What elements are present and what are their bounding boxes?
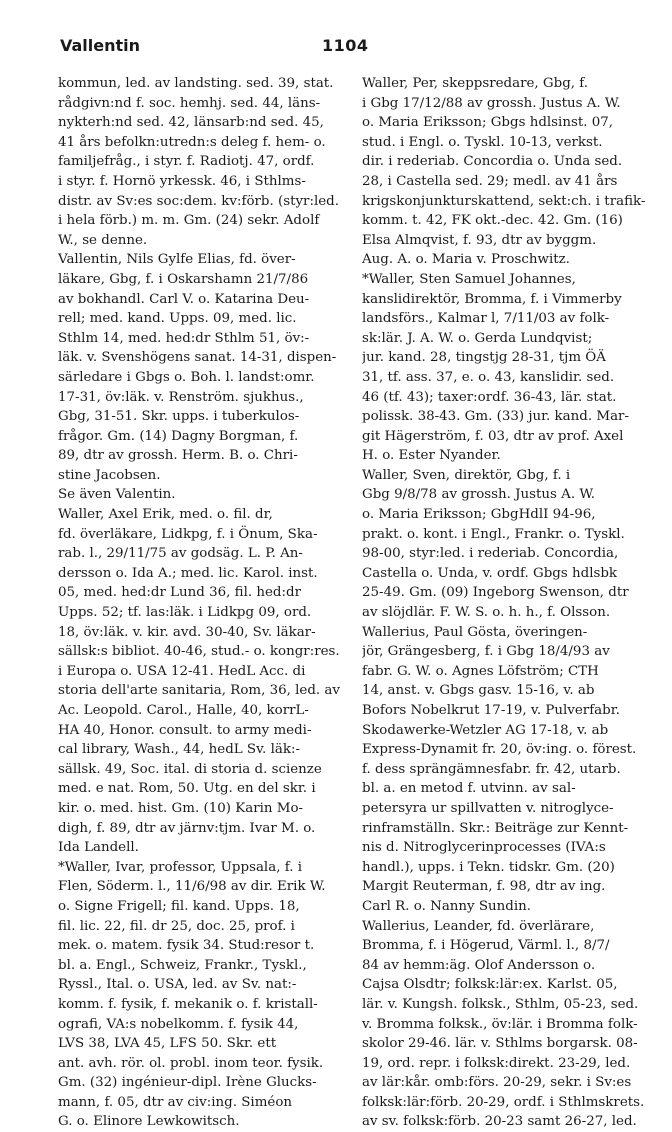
- text-line: petersyra ur spillvatten v. nitroglyce-: [362, 800, 614, 816]
- text-line: Bromma, f. i Högerud, Värml. l., 8/7/: [362, 938, 610, 954]
- text-line: Gm. (32) ingénieur-dipl. Irène Glucks-: [58, 1075, 317, 1091]
- text-line: Aug. A. o. Maria v. Proschwitz.: [362, 252, 570, 268]
- text-line: särledare i Gbgs o. Boh. l. landst:omr.: [58, 369, 315, 385]
- text-line: kir. o. med. hist. Gm. (10) Karin Mo-: [58, 800, 304, 816]
- text-line: fd. överläkare, Lidkpg, f. i Önum, Ska-: [58, 526, 318, 542]
- text-line: sällsk. 49, Soc. ital. di storia d. scienze: [58, 761, 322, 777]
- text-line: läkare, Gbg, f. i Oskarshamn 21/7/86: [58, 271, 309, 287]
- text-line: Wallerius, Leander, fd. överlärare,: [362, 918, 595, 934]
- text-line: bl. a. Engl., Schweiz, Frankr., Tyskl.,: [58, 957, 307, 973]
- text-line: Upps. 52; tf. las:läk. i Lidkpg 09, ord.: [58, 605, 312, 621]
- text-line: 89, dtr av grossh. Herm. B. o. Chri-: [58, 448, 298, 464]
- text-line: Ryssl., Ital. o. USA, led. av Sv. nat:-: [58, 977, 297, 993]
- text-line: Elsa Almqvist, f. 93, dtr av byggm.: [362, 232, 597, 248]
- text-line: Flen, Söderm. l., 11/6/98 av dir. Erik W.: [58, 879, 326, 895]
- text-line: familjefråg., i styr. f. Radiotj. 47, ordf.: [58, 154, 315, 170]
- text-line: nykterh:nd sed. 42, länsarb:nd sed. 45,: [58, 115, 324, 131]
- text-line: v. Bromma folksk., öv:lär. i Bromma folk-: [362, 1016, 638, 1032]
- text-line: Vallentin, Nils Gylfe Elias, fd. över-: [58, 252, 296, 268]
- text-line: Waller, Axel Erik, med. o. fil. dr,: [58, 507, 273, 523]
- text-line: lär. v. Kungsh. folksk., Sthlm, 05-23, sed.: [362, 996, 639, 1012]
- text-line: handl.), upps. i Tekn. tidskr. Gm. (20): [362, 859, 615, 875]
- text-line: Skodawerke-Wetzler AG 17-18, v. ab: [362, 722, 609, 738]
- text-line: 14, anst. v. Gbgs gasv. 15-16, v. ab: [362, 683, 595, 699]
- text-line: Cajsa Olsdtr; folksk:lär:ex. Karlst. 05,: [362, 977, 618, 993]
- text-line: 98-00, styr:led. i rederiab. Concordia,: [362, 546, 619, 562]
- text-line: folksk:lär:förb. 20-29, ordf. i Sthlmskrets.: [362, 1094, 645, 1110]
- text-line: Castella o. Unda, v. ordf. Gbgs hdlsbk: [362, 565, 618, 581]
- text-line: storia dell'arte sanitaria, Rom, 36, led. av: [58, 683, 340, 699]
- text-line: Waller, Sven, direktör, Gbg, f. i: [362, 467, 571, 483]
- text-line: komm. t. 42, FK okt.-dec. 42. Gm. (16): [362, 213, 623, 229]
- text-line: rell; med. kand. Upps. 09, med. lic.: [58, 311, 297, 327]
- text-line: Se även Valentin.: [58, 487, 176, 503]
- text-line: 31, tf. ass. 37, e. o. 43, kanslidir. sed.: [362, 369, 615, 385]
- text-line: Bofors Nobelkrut 17-19, v. Pulverfabr.: [362, 703, 620, 718]
- text-line: o. Maria Eriksson; GbgHdlI 94-96,: [362, 507, 596, 523]
- text-line: av slöjdlär. F. W. S. o. h. h., f. Olsson.: [362, 605, 611, 621]
- text-line: 19, ord. repr. i folksk:direkt. 23-29, led.: [362, 1055, 631, 1071]
- text-line: stud. i Engl. o. Tyskl. 10-13, verkst.: [362, 134, 603, 150]
- text-line: o. Signe Frigell; fil. kand. Upps. 18,: [58, 898, 300, 914]
- text-line: dir. i rederiab. Concordia o. Unda sed.: [362, 154, 623, 170]
- text-line: Margit Reuterman, f. 98, dtr av ing.: [362, 879, 606, 895]
- text-line: landsförs., Kalmar l, 7/11/03 av folk-: [362, 311, 610, 327]
- text-line: W., se denne.: [58, 232, 148, 248]
- text-line: 28, i Castella sed. 29; medl. av 41 års: [362, 173, 618, 189]
- left-column: [58, 74, 344, 1132]
- text-line: i styr. f. Hornö yrkessk. 46, i Sthlms-: [58, 173, 306, 189]
- text-line: skolor 29-46. lär. v. Sthlms borgarsk. 08-: [362, 1036, 638, 1052]
- text-line: digh, f. 89, dtr av järnv:tjm. Ivar M. o.: [58, 820, 316, 836]
- text-line: HA 40, Honor. consult. to army medi-: [58, 722, 312, 738]
- text-line: kommun, led. av landsting. sed. 39, stat.: [58, 76, 334, 91]
- page-number: 1104: [322, 36, 369, 55]
- text-line: läk. v. Svenshögens sanat. 14-31, dispen-: [58, 350, 337, 366]
- text-line: *Waller, Ivar, professor, Uppsala, f. i: [58, 859, 302, 875]
- text-line: G. o. Elinore Lewkowitsch.: [58, 1114, 240, 1130]
- text-line: Ida Landell.: [58, 840, 139, 856]
- text-line: i hela förb.) m. m. Gm. (24) sekr. Adolf: [58, 213, 320, 229]
- running-head: Vallentin: [60, 36, 141, 55]
- text-line: jör, Grängesberg, f. i Gbg 18/4/93 av: [362, 644, 610, 660]
- text-line: sällsk:s bibliot. 40-46, stud.- o. kongr:res.: [58, 644, 340, 660]
- text-line: polissk. 38-43. Gm. (33) jur. kand. Mar-: [362, 409, 629, 425]
- text-line: fabr. G. W. o. Agnes Löfström; CTH: [362, 663, 599, 679]
- text-line: med. e nat. Rom, 50. Utg. en del skr. i: [58, 781, 316, 797]
- text-line: av lär:kår. omb:förs. 20-29, sekr. i Sv:es: [362, 1075, 632, 1091]
- text-line: rinframställn. Skr.: Beiträge zur Kennt-: [362, 820, 629, 836]
- text-line: o. Maria Eriksson; Gbgs hdlsinst. 07,: [362, 115, 614, 131]
- text-line: mann, f. 05, dtr av civ:ing. Siméon: [58, 1094, 293, 1110]
- text-line: mek. o. matem. fysik 34. Stud:resor t.: [58, 938, 315, 954]
- text-line: ant. avh. rör. ol. probl. inom teor. fysik.: [58, 1055, 324, 1071]
- text-line: Wallerius, Paul Gösta, överingen-: [362, 624, 588, 640]
- text-line: Waller, Per, skeppsredare, Gbg, f.: [362, 76, 589, 91]
- text-line: jur. kand. 28, tingstjg 28-31, tjm ÖÄ: [362, 350, 606, 366]
- text-line: av bokhandl. Carl V. o. Katarina Deu-: [58, 291, 310, 307]
- text-line: *Waller, Sten Samuel Johannes,: [362, 271, 576, 287]
- text-line: fil. lic. 22, fil. dr 25, doc. 25, prof. i: [58, 918, 295, 934]
- text-line: Express-Dynamit fr. 20, öv:ing. o. förest.: [362, 742, 637, 758]
- text-line: 84 av hemm:äg. Olof Andersson o.: [362, 957, 596, 973]
- text-line: ografi, VA:s nobelkomm. f. fysik 44,: [58, 1016, 299, 1032]
- right-column: [362, 74, 652, 1132]
- text-line: git Hägerström, f. 03, dtr av prof. Axel: [362, 428, 624, 444]
- text-line: komm. f. fysik, f. mekanik o. f. kristall-: [58, 996, 318, 1012]
- text-line: 18, öv:läk. v. kir. avd. 30-40, Sv. läkar-: [58, 624, 316, 640]
- text-line: Sthlm 14, med. hed:dr Sthlm 51, öv:-: [58, 330, 310, 346]
- text-line: Carl R. o. Nanny Sundin.: [362, 898, 532, 914]
- text-line: distr. av Sv:es soc:dem. kv:förb. (styr:led.: [58, 193, 339, 209]
- text-line: i Europa o. USA 12-41. HedL Acc. di: [58, 663, 306, 679]
- text-line: 41 års befolkn:utredn:s deleg f. hem- o.: [58, 134, 326, 150]
- text-line: 05, med. hed:dr Lund 36, fil. hed:dr: [58, 585, 301, 601]
- text-line: kanslidirektör, Bromma, f. i Vimmerby: [362, 291, 622, 307]
- text-line: rab. l., 29/11/75 av godsäg. L. P. An-: [58, 546, 303, 562]
- text-line: nis d. Nitroglycerinprocesses (IVA:s: [362, 840, 606, 856]
- text-line: 17-31, öv:läk. v. Renström. sjukhus.,: [58, 389, 304, 405]
- text-line: H. o. Ester Nyander.: [362, 448, 501, 464]
- text-line: cal library, Wash., 44, hedL Sv. läk:-: [58, 742, 300, 758]
- text-line: Gbg 9/8/78 av grossh. Justus A. W.: [362, 487, 596, 503]
- text-line: dersson o. Ida A.; med. lic. Karol. inst.: [58, 565, 318, 581]
- text-line: frågor. Gm. (14) Dagny Borgman, f.: [58, 428, 299, 444]
- text-line: 46 (tf. 43); taxer:ordf. 36-43, lär. stat.: [362, 389, 617, 405]
- text-line: stine Jacobsen.: [58, 467, 161, 483]
- text-line: Gbg, 31-51. Skr. upps. i tuberkulos-: [58, 409, 300, 425]
- text-line: sk:lär. J. A. W. o. Gerda Lundqvist;: [362, 330, 593, 346]
- page-header: [52, 36, 632, 60]
- text-line: f. dess sprängämnesfabr. fr. 42, utarb.: [362, 761, 621, 777]
- text-line: bl. a. en metod f. utvinn. av sal-: [362, 781, 576, 797]
- text-line: prakt. o. kont. i Engl., Frankr. o. Tyskl.: [362, 526, 625, 542]
- text-line: LVS 38, LVA 45, LFS 50. Skr. ett: [58, 1036, 277, 1052]
- text-line: rådgivn:nd f. soc. hemhj. sed. 44, läns-: [58, 95, 321, 111]
- text-line: i Gbg 17/12/88 av grossh. Justus A. W.: [362, 95, 621, 111]
- text-line: 25-49. Gm. (09) Ingeborg Swenson, dtr: [362, 585, 629, 601]
- text-line: Ac. Leopold. Carol., Halle, 40, korrL-: [58, 703, 309, 718]
- text-line: krigskonjunkturskattend, sekt:ch. i trafik-: [362, 193, 646, 209]
- text-line: av sv. folksk:förb. 20-23 samt 26-27, led.: [362, 1114, 637, 1130]
